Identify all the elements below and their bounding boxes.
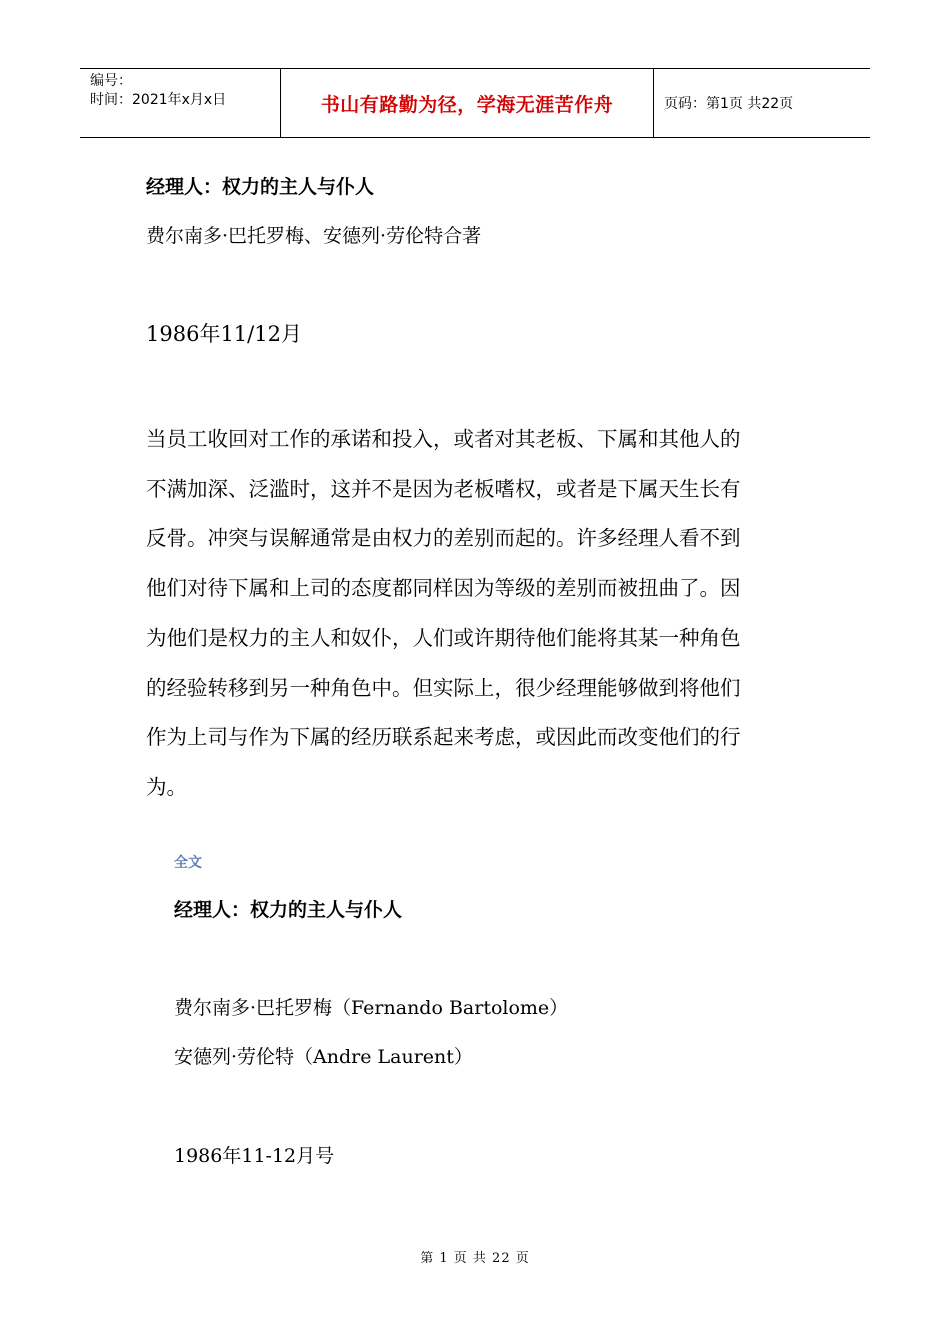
paragraph-line: 反骨。冲突与误解通常是由权力的差别而起的。许多经理人看不到 xyxy=(146,526,741,551)
summary-date: 1986年11/12月 xyxy=(146,322,302,346)
summary-authors: 费尔南多·巴托罗梅、安德列·劳伦特合著 xyxy=(146,225,482,247)
paragraph-line: 为。 xyxy=(146,774,187,799)
paragraph-line: 作为上司与作为下属的经历联系起来考虑，或因此而改变他们的行 xyxy=(146,725,741,750)
summary-paragraph xyxy=(146,415,806,813)
document-time: 时间：2021年x月x日 xyxy=(90,92,227,108)
paragraph-line: 当员工收回对工作的承诺和投入，或者对其老板、下属和其他人的 xyxy=(146,427,741,451)
page-header xyxy=(80,68,870,138)
header-motto-cell xyxy=(281,69,654,137)
header-page-info: 页码：第1页 共22页 xyxy=(664,96,794,112)
document-number-label: 编号： xyxy=(90,73,132,89)
header-meta-cell xyxy=(80,69,281,137)
full-text-title: 经理人：权力的主人与仆人 xyxy=(174,899,403,921)
full-text-author-2: 安德列·劳伦特（Andre Laurent） xyxy=(174,1046,473,1068)
header-motto: 书山有路勤为径，学海无涯苦作舟 xyxy=(320,93,614,116)
paragraph-line: 不满加深、泛滥时，这并不是因为老板嗜权，或者是下属天生长有 xyxy=(146,476,741,501)
paragraph-line: 为他们是权力的主人和奴仆，人们或许期待他们能将其某一种角色 xyxy=(146,625,741,650)
header-page-cell xyxy=(654,69,870,137)
paragraph-line: 他们对待下属和上司的态度都同样因为等级的差别而被扭曲了。因 xyxy=(146,576,741,601)
full-text-author-1: 费尔南多·巴托罗梅（Fernando Bartolome） xyxy=(174,997,569,1019)
summary-title: 经理人：权力的主人与仆人 xyxy=(146,176,375,198)
page-footer: 第 1 页 共 22 页 xyxy=(420,1251,530,1266)
full-text-issue: 1986年11-12月号 xyxy=(174,1145,335,1167)
paragraph-line: 的经验转移到另一种角色中。但实际上，很少经理能够做到将他们 xyxy=(146,675,741,700)
full-text-label: 全文 xyxy=(174,855,202,871)
